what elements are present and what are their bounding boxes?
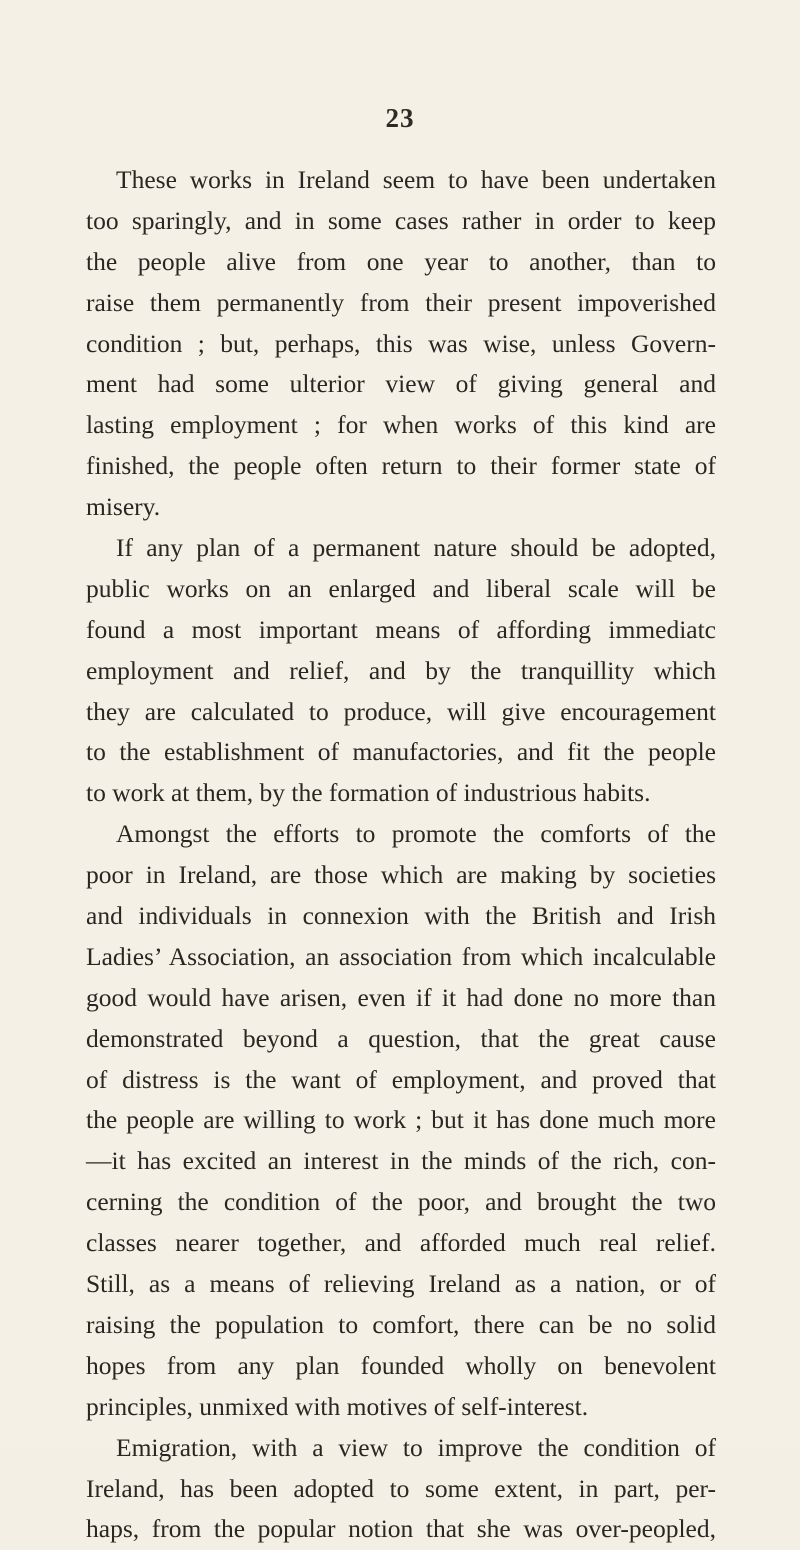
text-line: too sparingly, and in some cases rather in order to keep <box>86 205 716 235</box>
text-line: the people alive from one year to another, than to <box>86 246 716 276</box>
text-line: haps, from the popular notion that she was over-peopled, <box>86 1514 716 1544</box>
text-line: finished, the people often return to their former state of <box>86 451 716 481</box>
text-line: found a most important means of affording immediatc <box>86 614 716 644</box>
page-number: 23 <box>385 103 415 133</box>
body-text <box>86 160 716 1550</box>
text-line: to the establishment of manufactories, and fit the people <box>86 737 716 767</box>
text-line: condition ; but, perhaps, this was wise, unless Govern- <box>86 328 716 358</box>
text-line: principles, unmixed with motives of self-interest. <box>86 1391 589 1421</box>
text-line: public works on an enlarged and liberal scale will be <box>86 573 716 603</box>
text-line: good would have arisen, even if it had done no more than <box>86 982 716 1012</box>
text-line: demonstrated beyond a question, that the great cause <box>86 1023 716 1053</box>
text-line: ment had some ulterior view of giving general and <box>86 369 716 399</box>
text-line: misery. <box>86 492 161 522</box>
text-line: hopes from any plan founded wholly on benevolent <box>86 1350 716 1380</box>
text-line: classes nearer together, and afforded much real relief. <box>86 1228 716 1258</box>
text-line: Ireland, has been adopted to some extent, in part, per- <box>86 1473 716 1503</box>
text-line: cerning the condition of the poor, and brought the two <box>86 1187 716 1217</box>
text-line: lasting employment ; for when works of this kind are <box>86 410 716 440</box>
text-line: employment and relief, and by the tranquillity which <box>86 655 716 685</box>
text-line: These works in Ireland seem to have been undertaken <box>116 165 716 194</box>
text-line: poor in Ireland, are those which are making by societies <box>86 860 716 890</box>
text-line: raising the population to comfort, there can be no solid <box>86 1309 716 1339</box>
text-line: the people are willing to work ; but it has done much more <box>86 1105 716 1135</box>
text-line: and individuals in connexion with the British and Irish <box>86 901 716 931</box>
text-line: Emigration, with a view to improve the condition of <box>116 1432 716 1462</box>
text-line: they are calculated to produce, will give encouragement <box>86 696 716 726</box>
text-line: —it has excited an interest in the minds of the rich, con- <box>86 1146 716 1176</box>
text-line: Still, as a means of relieving Ireland as a nation, or of <box>86 1269 716 1299</box>
text-line: If any plan of a permanent nature should be adopted, <box>116 533 716 563</box>
text-line: Amongst the efforts to promote the comforts of the <box>116 819 716 849</box>
text-line: of distress is the want of employment, and proved that <box>86 1064 716 1094</box>
text-line: raise them permanently from their present impoverished <box>86 287 716 317</box>
text-line: to work at them, by the formation of industrious habits. <box>86 778 651 808</box>
text-line: Ladies’ Association, an association from which incalculable <box>86 941 716 971</box>
